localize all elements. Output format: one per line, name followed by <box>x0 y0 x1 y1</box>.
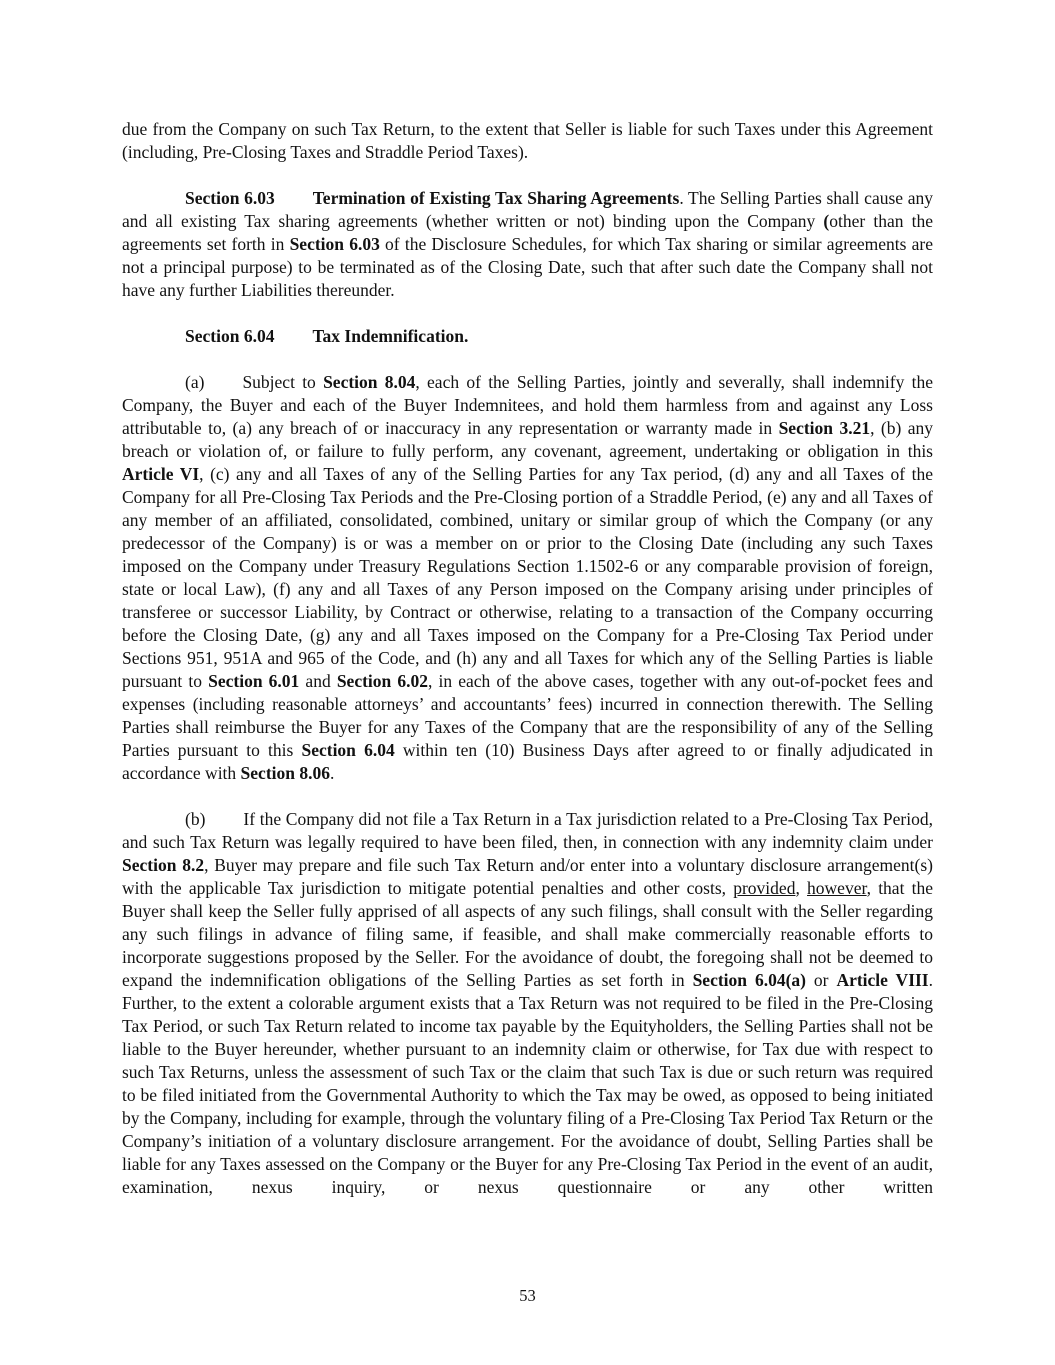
text-run: . The Selling Parties shall cause any and all existing Tax sharing agreements (whether written or not) binding upon the Company <box>122 188 933 231</box>
text-run: . Further, to the extent a colorable argument exists that a Tax Return was not required to be filed in the Pre-Closing Tax Period, or such Tax Return related to income tax payable by the Equityholders, the Selling Parties shall not be liable to the Buyer hereunder, whether pursuant to an indemnity claim or otherwise, for Tax due with respect to such Tax Returns, unless the assessment of such Tax or the claim that such Tax is due or such return was required to be filed initiated from the Governmental Authority to which the Tax may be owed, as opposed to being initiated by the Company, including for example, through the voluntary filing of a Pre-Closing Tax Period Tax Return or the Company’s initiation of a voluntary disclosure arrangement. For the avoidance of doubt, Selling Parties shall be liable for any Taxes assessed on the Company or the Buyer for any Pre-Closing Tax Period in the event of an audit, examination, nexus inquiry, or nexus questionnaire or any other written <box>122 970 933 1197</box>
text-run: , (b) any breach or violation of, or failure to fully perform, any covenant, agreement, undertaking or obligation in this <box>122 418 933 461</box>
page-number: 53 <box>519 1286 536 1305</box>
text-run: Section 6.03 <box>185 188 275 208</box>
text-run: , in each of the above cases, together with any out-of-pocket fees and expenses (including reasonable attorneys’ and accountants’ fees) incurred in connection therewith. The Selling Parties shall reimburse the Buyer for any Taxes of the Company that are the responsibility of any of the Selling Parties pursuant to this <box>122 671 933 760</box>
text-run: Tax Indemnification. <box>312 326 469 346</box>
text-run: If the Company did not file a Tax Return in a Tax jurisdiction related to a Pre-Closing Tax Period, and such Tax Return was legally required to have been filed, then, in connection with any indemnity claim under <box>122 809 933 852</box>
text-run: and <box>299 671 337 691</box>
text-run: Section 6.04(a) <box>692 970 806 990</box>
text-run: Section 8.06 <box>240 763 330 783</box>
paragraph <box>122 325 933 348</box>
text-run: Section 6.01 <box>208 671 300 691</box>
text-run: , (c) any and all Taxes of any of the Selling Parties for any Tax period, (d) any and all Taxes of the Company for all Pre-Closing Tax Periods and the Pre-Closing portion of a Straddle Period, (e) any and all Taxes of any member of an affiliated, consolidated, combined, unitary or similar group of which the Company (or any predecessor of the Company) is or was a member on or prior to the Closing Date (including any such Taxes imposed on the Company under Treasury Regulations Section 1.1502-6 or any comparable provision of foreign, state or local Law), (f) any and all Taxes of any Person imposed on the Company arising under principles of transferee or successor Liability, by Contract or otherwise, relating to a transaction of the Company occurring before the Closing Date, (g) any and all Taxes imposed on the Company for a Pre-Closing Tax Period under Sections 951, 951A and 965 of the Code, and (h) any and all Taxes for which any of the Selling Parties is liable pursuant to <box>122 464 933 691</box>
text-run: ( <box>823 211 830 231</box>
text-run: within ten (10) Business Days after agreed to or finally adjudicated in accordance with <box>122 740 933 783</box>
paragraph <box>122 187 933 302</box>
text-run: other than the agreements set forth in <box>122 211 933 254</box>
text-run: , <box>795 878 808 898</box>
text-run: Article VIII <box>836 970 929 990</box>
text-run: however <box>807 878 867 898</box>
text-run: Section 3.21 <box>778 418 871 438</box>
text-run: Section 8.04 <box>323 372 416 392</box>
text-run: Termination of Existing Tax Sharing Agreements <box>312 188 680 208</box>
paragraph <box>122 371 933 785</box>
text-run: Section 8.2 <box>122 855 205 875</box>
text-run: Section 6.03 <box>289 234 380 254</box>
text-run: Section 6.04 <box>301 740 395 760</box>
text-run: , that the Buyer shall keep the Seller fully apprised of all aspects of any such filings, shall consult with the Seller regarding any such filings in advance of filing same, if feasible, and shall make commercially reasonable efforts to incorporate suggestions proposed by the Seller. For the avoidance of doubt, the foregoing shall not be deemed to expand the indemnification obligations of the Selling Parties as set forth in <box>122 878 934 990</box>
text-run: . <box>330 763 335 783</box>
text-run: (a) <box>185 372 205 392</box>
text-run: Section 6.04 <box>185 326 275 346</box>
text-run: Article VI <box>122 464 200 484</box>
paragraph <box>122 118 933 164</box>
text-run: or <box>805 970 837 990</box>
text-run: , Buyer may prepare and file such Tax Return and/or enter into a voluntary disclosure arrangement(s) with the applicable Tax jurisdiction to mitigate potential penalties and other costs, <box>122 855 933 898</box>
paragraph <box>122 808 933 1199</box>
text-run: of the Disclosure Schedules, for which Tax sharing or similar agreements are not a principal purpose) to be terminated as of the Closing Date, such that after such date the Company shall not have any further Liabilities thereunder. <box>122 234 933 300</box>
text-run: provided <box>733 878 796 898</box>
text-run: (b) <box>185 809 206 829</box>
text-run: Section 6.02 <box>336 671 429 691</box>
text-run: Subject to <box>242 372 324 392</box>
text-run: , each of the Selling Parties, jointly and severally, shall indemnify the Company, the Buyer and each of the Buyer Indemnitees, and hold them harmless from and against any Loss attributable to, (a) any breach of or inaccuracy in any representation or warranty made in <box>122 372 933 438</box>
document-body <box>122 118 933 1222</box>
text-run: due from the Company on such Tax Return, to the extent that Seller is liable for such Taxes under this Agreement (including, Pre-Closing Taxes and Straddle Period Taxes). <box>122 119 933 162</box>
